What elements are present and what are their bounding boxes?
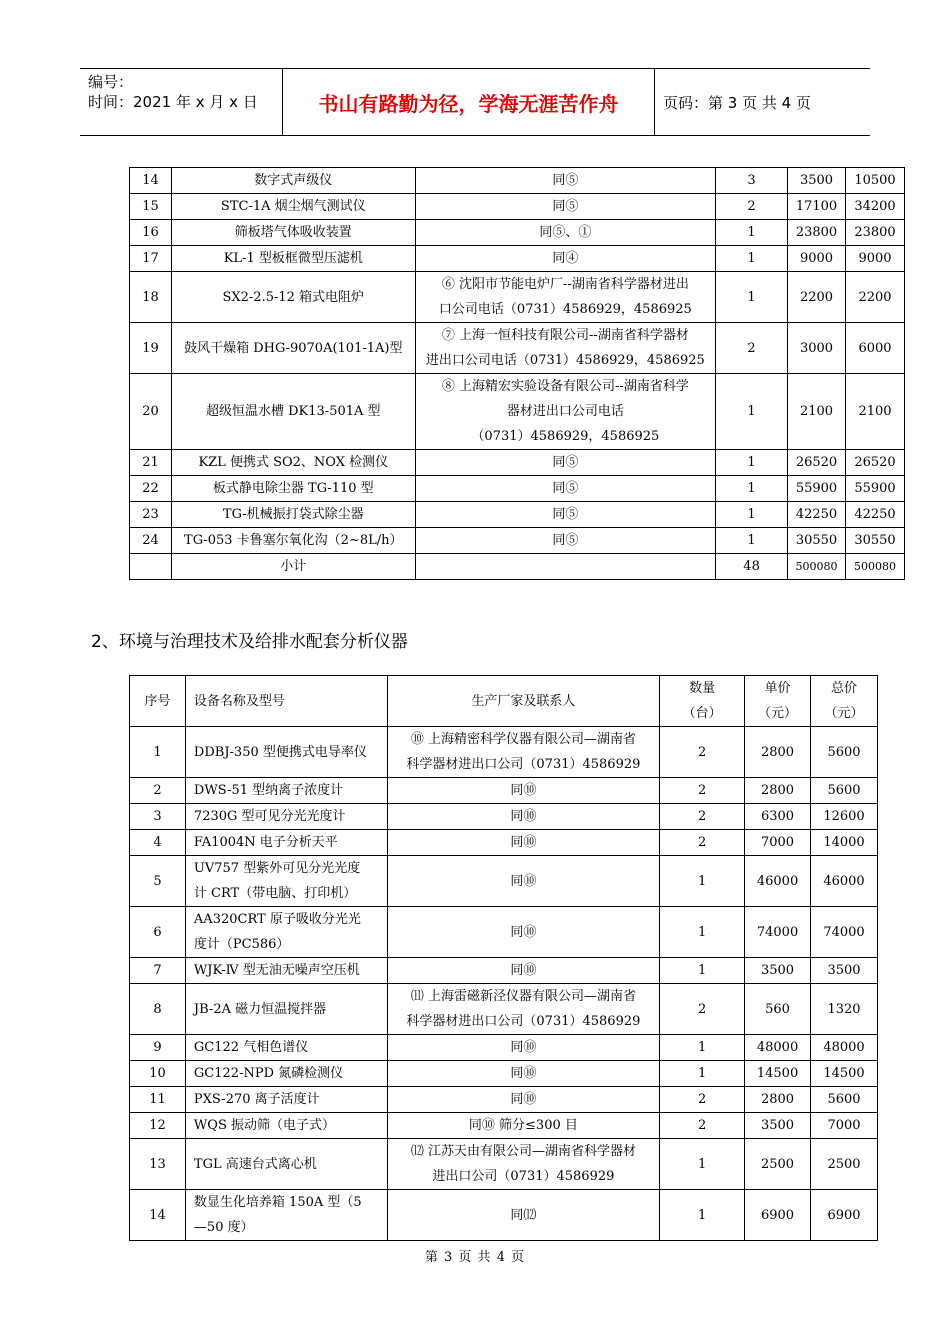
table-row [130,1035,878,1061]
row-number: 14 [130,1190,186,1241]
equipment-name: TG-053 卡鲁塞尔氧化沟（2~8L/h） [171,528,415,554]
total-price: 2500 [811,1139,878,1190]
row-number: 18 [130,272,172,323]
equipment-name [185,856,387,907]
total-price: 1320 [811,984,878,1035]
equipment-name: 数字式声级仪 [171,168,415,194]
equipment-name: PXS-270 离子活度计 [185,1087,387,1113]
total-price: 74000 [811,907,878,958]
equipment-name: 板式静电除尘器 TG-110 型 [171,476,415,502]
equipment-name [185,1190,387,1241]
row-number: 17 [130,246,172,272]
table-row [130,246,905,272]
equipment-name: 7230G 型可见分光光度计 [185,804,387,830]
manufacturer [415,323,716,374]
total-price: 48000 [811,1035,878,1061]
manufacturer-line: ⑿ 江苏天由有限公司—湖南省科学器材 [410,1144,636,1159]
total-price: 14500 [811,1061,878,1087]
table-row [130,727,878,778]
row-number: 22 [130,476,172,502]
equipment-name: KL-1 型板框微型压滤机 [171,246,415,272]
manufacturer-line: ⑾ 上海雷磁新泾仪器有限公司—湖南省 [410,989,636,1004]
table-row [130,272,905,323]
manufacturer: 同⑩ [387,1061,660,1087]
total-price: 7000 [811,1113,878,1139]
quantity: 2 [660,984,745,1035]
quantity: 1 [716,476,788,502]
row-number: 5 [130,856,186,907]
unit-price: 2800 [745,1087,811,1113]
manufacturer: 同⑩ [387,856,660,907]
manufacturer: 同⑩ [387,804,660,830]
subtotal-label: 小计 [171,554,415,580]
equipment-name: JB-2A 磁力恒温搅拌器 [185,984,387,1035]
equipment-name-line: —50 度） [193,1220,254,1235]
row-number: 11 [130,1087,186,1113]
total-price: 26520 [845,450,904,476]
table-row [130,323,905,374]
quantity: 2 [660,830,745,856]
equipment-table-2 [129,675,878,1241]
row-number: 3 [130,804,186,830]
row-number: 4 [130,830,186,856]
quantity: 1 [660,1190,745,1241]
manufacturer-line: 进出口公司电话（0731）4586929，4586925 [425,353,705,368]
unit-price: 26520 [788,450,846,476]
manufacturer: 同⑤ [415,528,716,554]
unit-price: 14500 [745,1061,811,1087]
quantity: 1 [716,528,788,554]
row-number [130,554,172,580]
equipment-name: 超级恒温水槽 DK13-501A 型 [171,374,415,450]
manufacturer [415,374,716,450]
header-unit-price-line: 单价 [764,681,791,696]
manufacturer-line: 科学器材进出口公司（0731）4586929 [406,1014,641,1029]
equipment-name: TG-机械振打袋式除尘器 [171,502,415,528]
header-manufacturer: 生产厂家及联系人 [387,676,660,727]
row-number: 2 [130,778,186,804]
manufacturer: 同⑤ [415,450,716,476]
total-price: 23800 [845,220,904,246]
total-price: 14000 [811,830,878,856]
unit-price: 2800 [745,727,811,778]
manufacturer [387,1139,660,1190]
row-number: 20 [130,374,172,450]
equipment-name: 鼓风干燥箱 DHG-9070A(101-1A)型 [171,323,415,374]
document-date: 时间：2021 年 x 月 x 日 [88,93,258,111]
header-quantity-line: （台） [682,706,722,721]
table-row [130,1061,878,1087]
subtotal-row [130,554,905,580]
unit-price: 2100 [788,374,846,450]
equipment-name-line: 计 CRT（带电脑、打印机） [193,886,357,901]
manufacturer [387,984,660,1035]
manufacturer: 同⑩ [387,907,660,958]
table-row [130,1139,878,1190]
table-row [130,528,905,554]
unit-price: 2200 [788,272,846,323]
header-page-number: 页码：第 3 页 共 4 页 [663,93,811,112]
total-price: 42250 [845,502,904,528]
header-motto: 书山有路勤为径，学海无涯苦作舟 [283,69,655,135]
quantity: 2 [660,1113,745,1139]
row-number: 19 [130,323,172,374]
quantity: 3 [716,168,788,194]
unit-price: 30550 [788,528,846,554]
total-price: 46000 [811,856,878,907]
document-number-label: 编号： [88,73,134,91]
equipment-name-line: AA320CRT 原子吸收分光光 [193,912,361,927]
table-row [130,194,905,220]
manufacturer: 同⑤、① [415,220,716,246]
manufacturer: 同⑩ [387,778,660,804]
table-row [130,1190,878,1241]
manufacturer-line: 科学器材进出口公司（0731）4586929 [406,757,641,772]
equipment-name-line: 数显生化培养箱 150A 型（5 [193,1195,362,1210]
table-row [130,856,878,907]
header-unit-price-line: （元） [758,706,798,721]
equipment-name: SX2-2.5-12 箱式电阻炉 [171,272,415,323]
quantity: 2 [660,727,745,778]
header-total-price [811,676,878,727]
section-title: 2、环境与治理技术及给排水配套分析仪器 [91,632,408,652]
unit-price: 6300 [745,804,811,830]
subtotal-price: 500080 [788,554,846,580]
table-row [130,1113,878,1139]
total-price: 2200 [845,272,904,323]
table-row [130,374,905,450]
header-unit-price [745,676,811,727]
unit-price: 3000 [788,323,846,374]
manufacturer: 同⑩ [387,1035,660,1061]
row-number: 9 [130,1035,186,1061]
manufacturer-line: 器材进出口公司电话 [506,404,624,419]
equipment-name: 筛板塔气体吸收装置 [171,220,415,246]
manufacturer: 同⑤ [415,476,716,502]
quantity: 2 [660,1087,745,1113]
row-number: 15 [130,194,172,220]
unit-price: 7000 [745,830,811,856]
total-price: 12600 [811,804,878,830]
equipment-name: GC122-NPD 氮磷检测仪 [185,1061,387,1087]
manufacturer-line: 口公司电话（0731）4586929，4586925 [438,302,692,317]
table-row [130,958,878,984]
manufacturer: 同⑤ [415,168,716,194]
manufacturer: 同⑤ [415,502,716,528]
row-number: 24 [130,528,172,554]
quantity: 1 [660,1035,745,1061]
total-price: 9000 [845,246,904,272]
manufacturer: 同⑤ [415,194,716,220]
subtotal-quantity: 48 [716,554,788,580]
manufacturer-line: ⑧ 上海精宏实验设备有限公司--湖南省科学 [441,379,689,394]
quantity: 1 [660,907,745,958]
row-number: 23 [130,502,172,528]
unit-price: 3500 [788,168,846,194]
total-price: 30550 [845,528,904,554]
equipment-name [185,907,387,958]
total-price: 2100 [845,374,904,450]
unit-price: 48000 [745,1035,811,1061]
quantity: 2 [660,804,745,830]
quantity: 2 [716,194,788,220]
manufacturer-line: ⑥ 沈阳市节能电炉厂--湖南省科学器材进出 [441,277,689,292]
quantity: 1 [716,502,788,528]
manufacturer: 同⑩ [387,1087,660,1113]
total-price: 5600 [811,727,878,778]
header-number: 序号 [130,676,186,727]
row-number: 10 [130,1061,186,1087]
unit-price: 560 [745,984,811,1035]
unit-price: 42250 [788,502,846,528]
manufacturer [415,272,716,323]
table-row [130,984,878,1035]
manufacturer: 同⑿ [387,1190,660,1241]
row-number: 13 [130,1139,186,1190]
unit-price: 46000 [745,856,811,907]
equipment-name: WQS 振动筛（电子式） [185,1113,387,1139]
page-footer: 第 3 页 共 4 页 [424,1250,526,1265]
total-price: 5600 [811,1087,878,1113]
unit-price: 17100 [788,194,846,220]
table-row [130,907,878,958]
quantity: 1 [716,374,788,450]
table-row [130,502,905,528]
total-price: 5600 [811,778,878,804]
unit-price: 74000 [745,907,811,958]
total-price: 55900 [845,476,904,502]
table-row [130,476,905,502]
manufacturer-line: ⑦ 上海一恒科技有限公司--湖南省科学器材 [441,328,689,343]
manufacturer [387,727,660,778]
manufacturer: 同⑩ [387,830,660,856]
table-row [130,1087,878,1113]
equipment-name: GC122 气相色谱仪 [185,1035,387,1061]
table-row [130,168,905,194]
header-quantity [660,676,745,727]
row-number: 21 [130,450,172,476]
equipment-name: TGL 高速台式离心机 [185,1139,387,1190]
table-row [130,804,878,830]
manufacturer: 同④ [415,246,716,272]
quantity: 2 [660,778,745,804]
row-number: 7 [130,958,186,984]
quantity: 1 [660,1139,745,1190]
equipment-name-line: UV757 型紫外可见分光光度 [193,861,361,876]
equipment-name: WJK-Ⅳ 型无油无噪声空压机 [185,958,387,984]
quantity: 2 [716,323,788,374]
manufacturer-line: （0731）4586929，4586925 [471,429,660,444]
equipment-name: DWS-51 型纳离子浓度计 [185,778,387,804]
manufacturer: 同⑩ [387,958,660,984]
table-row [130,778,878,804]
header-meta [80,69,283,135]
unit-price: 2500 [745,1139,811,1190]
manufacturer-line: ⑩ 上海精密科学仪器有限公司—湖南省 [410,732,636,747]
quantity: 1 [716,450,788,476]
unit-price: 23800 [788,220,846,246]
subtotal-total: 500080 [845,554,904,580]
header-total-price-line: 总价 [831,681,858,696]
table-row [130,830,878,856]
row-number: 16 [130,220,172,246]
quantity: 1 [716,220,788,246]
row-number: 1 [130,727,186,778]
equipment-name: FA1004N 电子分析天平 [185,830,387,856]
equipment-table-1 [129,167,905,580]
table-row [130,220,905,246]
row-number: 12 [130,1113,186,1139]
total-price: 10500 [845,168,904,194]
page-header [80,68,870,136]
quantity: 1 [660,1061,745,1087]
equipment-name: DDBJ-350 型便携式电导率仪 [185,727,387,778]
unit-price: 55900 [788,476,846,502]
quantity: 1 [660,958,745,984]
manufacturer-line: 进出口公司（0731）4586929 [432,1169,615,1184]
total-price: 34200 [845,194,904,220]
total-price: 3500 [811,958,878,984]
table-row [130,450,905,476]
header-quantity-line: 数量 [689,681,716,696]
equipment-name: STC-1A 烟尘烟气测试仪 [171,194,415,220]
quantity: 1 [660,856,745,907]
header-name: 设备名称及型号 [185,676,387,727]
row-number: 8 [130,984,186,1035]
quantity: 1 [716,272,788,323]
equipment-name: KZL 便携式 SO2、NOX 检测仪 [171,450,415,476]
table-header-row [130,676,878,727]
total-price: 6000 [845,323,904,374]
unit-price: 9000 [788,246,846,272]
quantity: 1 [716,246,788,272]
manufacturer [415,554,716,580]
header-total-price-line: （元） [824,706,864,721]
unit-price: 6900 [745,1190,811,1241]
unit-price: 2800 [745,778,811,804]
row-number: 14 [130,168,172,194]
equipment-name-line: 度计（PC586） [193,937,290,952]
total-price: 6900 [811,1190,878,1241]
unit-price: 3500 [745,1113,811,1139]
row-number: 6 [130,907,186,958]
manufacturer: 同⑩ 筛分≤300 目 [387,1113,660,1139]
unit-price: 3500 [745,958,811,984]
